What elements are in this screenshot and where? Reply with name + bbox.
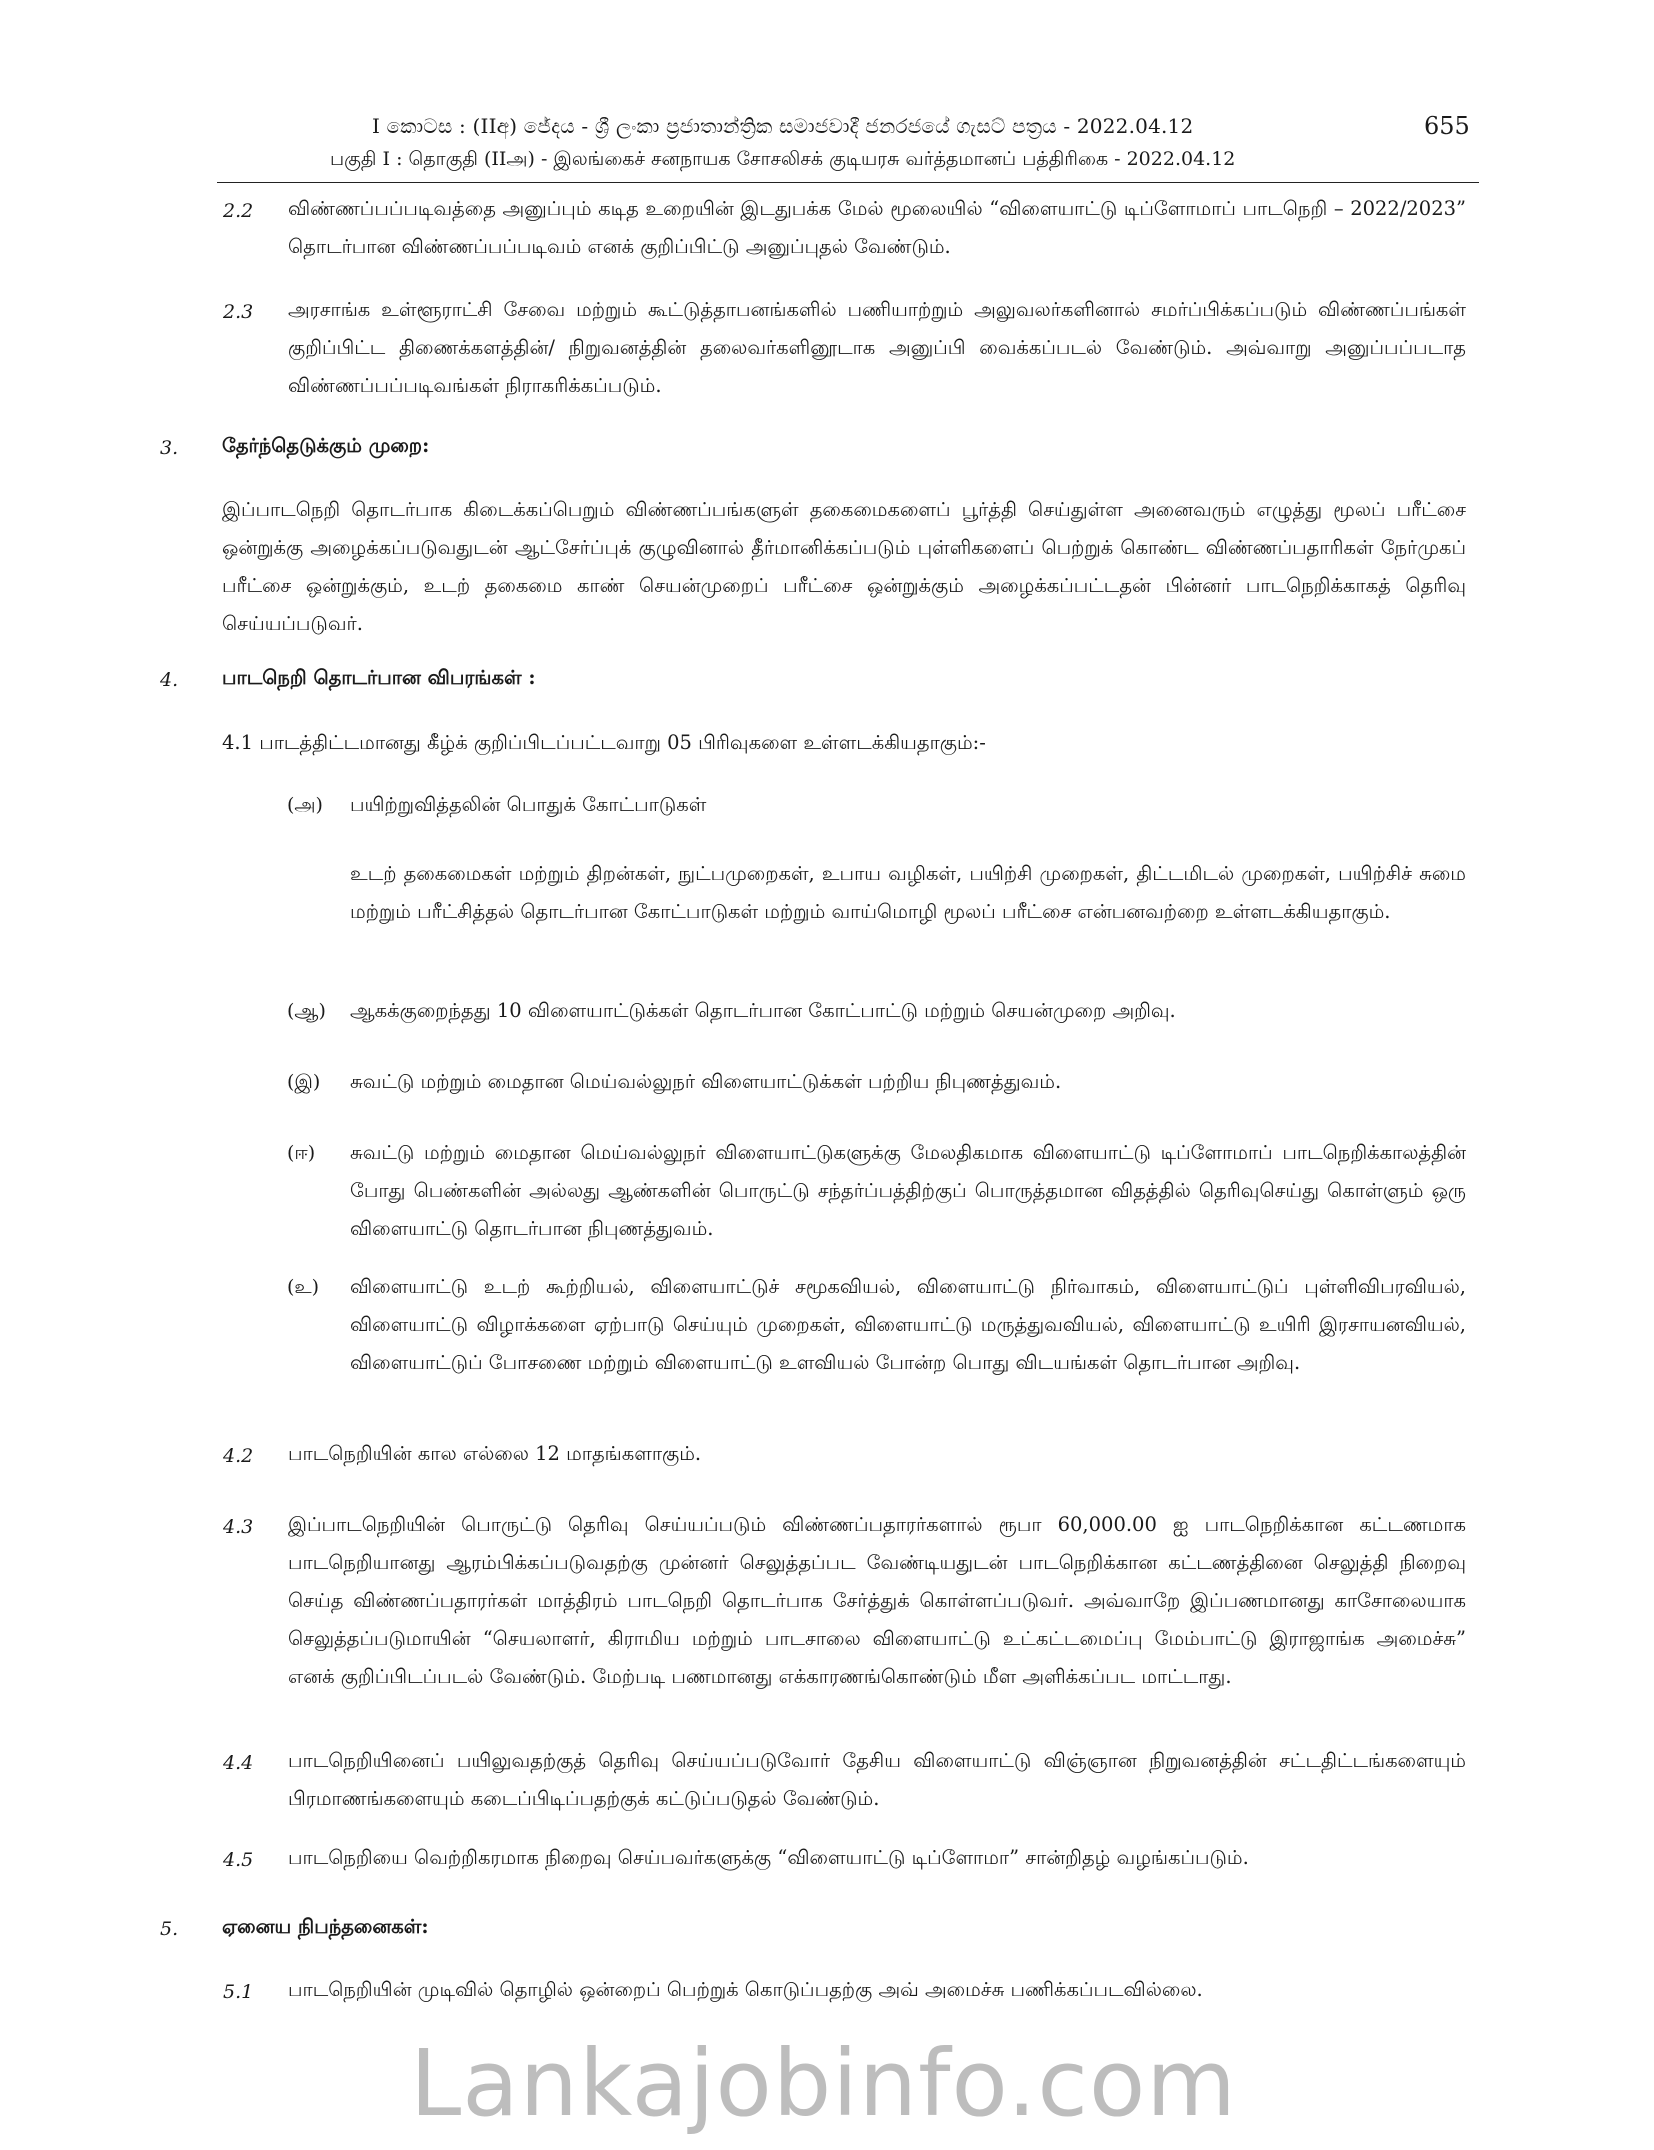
sub-body: உடற் தகைமைகள் மற்றும் திறன்கள், நுட்பமுறைகள், உபாய வழிகள், பயிற்சி முறைகள், திட்டமிடல் முறைகள், பயிற்சிச் சுமை மற்றும் பரீட்சித்தல் தொடர்பான கோட்பாடுகள் மற்றும் வாய்மொழி மூலப் பரீட்சை என்பனவற்றை உள்ளடக்கியதாகும். (350, 862, 1466, 923)
sub-label: (ஈ) (287, 1142, 316, 1164)
header-tamil: பகுதி I : தொகுதி (IIஅ) - இலங்கைச் சனநாயக சோசலிசக் குடியரசு வர்த்தமானப் பத்திரிகை - 2022.04.12 (330, 148, 1236, 170)
sub-title: விளையாட்டு உடற் கூற்றியல், விளையாட்டுச் சமூகவியல், விளையாட்டு நிர்வாகம், விளையாட்டுப் புள்ளிவிபரவியல், விளையாட்டு விழாக்களை ஏற்பாடு செய்யும் முறைகள், விளையாட்டு மருத்துவவியல், விளையாட்டு உயிரி இரசாயனவியல், விளையாட்டுப் போசணை மற்றும் விளையாட்டு உளவியல் போன்ற பொது விடயங்கள் தொடர்பான அறிவு. (350, 1275, 1466, 1374)
section-heading: ஏனைய நிபந்தனைகள்: (222, 1915, 429, 1938)
sub-label: (இ) (287, 1071, 321, 1093)
section-number: 3. (160, 437, 179, 459)
page-number: 655 (1424, 112, 1470, 140)
item-text: பாடநெறியினைப் பயிலுவதற்குத் தெரிவு செய்யப்படுவோர் தேசிய விளையாட்டு விஞ்ஞான நிறுவனத்தின் சட்டதிட்டங்களையும் பிரமாணங்களையும் கடைப்பிடிப்பதற்குக் கட்டுப்படுதல் வேண்டும். (288, 1749, 1466, 1810)
section-heading: தேர்ந்தெடுக்கும் முறை: (222, 434, 430, 457)
item-text: பாடநெறியின் கால எல்லை 12 மாதங்களாகும். (288, 1442, 702, 1465)
section-intro: 4.1 பாடத்திட்டமானது கீழ்க் குறிப்பிடப்பட்டவாறு 05 பிரிவுகளை உள்ளடக்கியதாகும்:- (222, 731, 986, 754)
item-number: 2.2 (223, 200, 254, 222)
item-text: இப்பாடநெறியின் பொருட்டு தெரிவு செய்யப்படும் விண்ணப்பதாரர்களால் ரூபா 60,000.00 ஐ பாடநெறிக்கான கட்டணமாக பாடநெறியானது ஆரம்பிக்கப்படுவதற்கு முன்னர் செலுத்தப்பட வேண்டியதுடன் பாடநெறிக்கான கட்டணத்தினை செலுத்தி நிறைவு செய்த விண்ணப்பதாரர்கள் மாத்திரம் பாடநெறி தொடர்பாக சேர்த்துக் கொள்ளப்படுவர். அவ்வாறே இப்பணமானது காசோலையாக செலுத்தப்படுமாயின் “செயலாளர், கிராமிய மற்றும் பாடசாலை விளையாட்டு உட்கட்டமைப்பு மேம்பாட்டு இராஜாங்க அமைச்சு” எனக் குறிப்பிடப்படல் வேண்டும். மேற்படி பணமானது எக்காரணங்கொண்டும் மீள அளிக்கப்பட மாட்டாது. (288, 1513, 1466, 1688)
item-number: 2.3 (223, 301, 254, 323)
sub-title: சுவட்டு மற்றும் மைதான மெய்வல்லுநர் விளையாட்டுகளுக்கு மேலதிகமாக விளையாட்டு டிப்ளோமாப் பாடநெறிக்காலத்தின் போது பெண்களின் அல்லது ஆண்களின் பொருட்டு சந்தர்ப்பத்திற்குப் பொருத்தமான விதத்தில் தெரிவுசெய்து கொள்ளும் ஒரு விளையாட்டு தொடர்பான நிபுணத்துவம். (350, 1141, 1466, 1240)
section-body: இப்பாடநெறி தொடர்பாக கிடைக்கப்பெறும் விண்ணப்பங்களுள் தகைமைகளைப் பூர்த்தி செய்துள்ள அனைவரும் எழுத்து மூலப் பரீட்சை ஒன்றுக்கு அழைக்கப்படுவதுடன் ஆட்சேர்ப்புக் குழுவினால் தீர்மானிக்கப்படும் புள்ளிகளைப் பெற்றுக் கொண்ட விண்ணப்பதாரிகள் நேர்முகப் பரீட்சை ஒன்றுக்கும், உடற் தகைமை காண் செயன்முறைப் பரீட்சை ஒன்றுக்கும் அழைக்கப்பட்டதன் பின்னர் பாடநெறிக்காகத் தெரிவு செய்யப்படுவர். (222, 498, 1466, 635)
item-number: 5.1 (223, 1981, 254, 2003)
item-text: விண்ணப்பப்படிவத்தை அனுப்பும் கடித உறையின் இடதுபக்க மேல் மூலையில் “விளையாட்டு டிப்ளோமாப் பாடநெறி – 2022/2023” தொடர்பான விண்ணப்பப்படிவம் எனக் குறிப்பிட்டு அனுப்புதல் வேண்டும். (288, 197, 1466, 258)
sub-label: (ஆ) (287, 1000, 326, 1022)
header-sinhala: I කොටස : (IIඅ) ජේදය - ශ්‍රී ලංකා ප්‍රජාතාන්ත්‍රික සමාජවාදී ජනරජයේ ගැසට් පත්‍රය - 2022.04.12 (372, 114, 1194, 138)
section-heading: பாடநெறி தொடர்பான விபரங்கள் : (222, 666, 536, 689)
item-number: 4.3 (223, 1516, 254, 1538)
item-number: 4.5 (223, 1849, 254, 1871)
item-text: பாடநெறியை வெற்றிகரமாக நிறைவு செய்பவர்களுக்கு “விளையாட்டு டிப்ளோமா” சான்றிதழ் வழங்கப்படும். (288, 1846, 1249, 1869)
section-number: 4. (160, 669, 179, 691)
sub-title: ஆகக்குறைந்தது 10 விளையாட்டுக்கள் தொடர்பான கோட்பாட்டு மற்றும் செயன்முறை அறிவு. (350, 999, 1176, 1022)
sub-title: சுவட்டு மற்றும் மைதான மெய்வல்லுநர் விளையாட்டுக்கள் பற்றிய நிபுணத்துவம். (350, 1070, 1062, 1093)
sub-title: பயிற்றுவித்தலின் பொதுக் கோட்பாடுகள் (350, 793, 707, 816)
item-number: 4.2 (223, 1445, 254, 1467)
item-text: பாடநெறியின் முடிவில் தொழில் ஒன்றைப் பெற்றுக் கொடுப்பதற்கு அவ் அமைச்சு பணிக்கப்படவில்லை. (288, 1978, 1203, 2001)
header-rule (217, 182, 1479, 183)
watermark: Lankajobinfo.com (410, 2030, 1237, 2137)
sub-label: (அ) (287, 794, 323, 816)
sub-label: (உ) (287, 1276, 320, 1298)
item-number: 4.4 (223, 1752, 254, 1774)
item-text: அரசாங்க உள்ளூராட்சி சேவை மற்றும் கூட்டுத்தாபனங்களில் பணியாற்றும் அலுவலர்களினால் சமர்ப்பிக்கப்படும் விண்ணப்பங்கள் குறிப்பிட்ட திணைக்களத்தின்/ நிறுவனத்தின் தலைவர்களினூடாக அனுப்பி வைக்கப்படல் வேண்டும். அவ்வாறு அனுப்பப்படாத விண்ணப்பப்படிவங்கள் நிராகரிக்கப்படும். (288, 298, 1466, 397)
section-number: 5. (160, 1918, 179, 1940)
